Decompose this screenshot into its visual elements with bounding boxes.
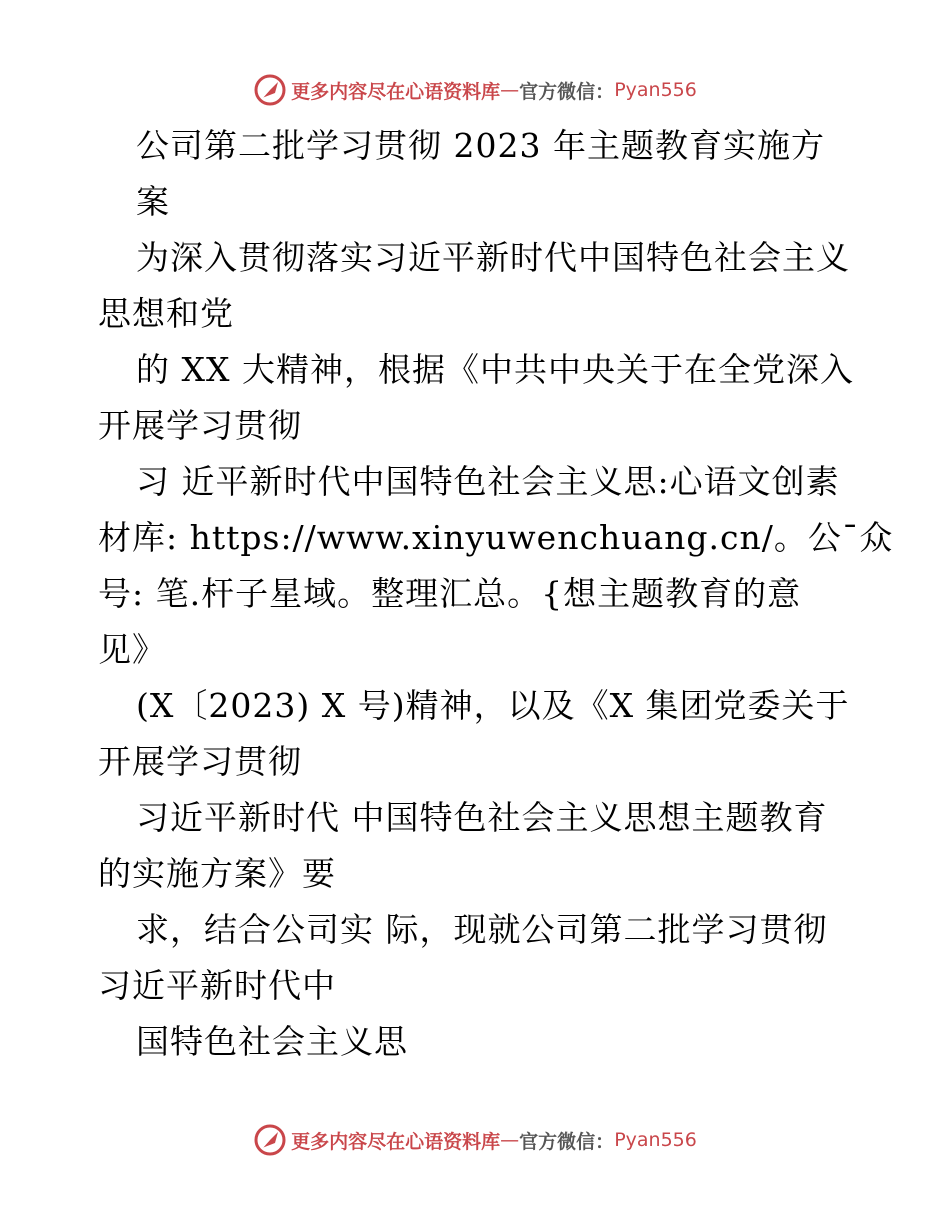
text-line: 为深入贯彻落实习近平新时代中国特色社会主义 [136,238,850,277]
text-line: (X〔2023) X 号)精神，以及《X 集团党委关于 [136,686,850,725]
text-line: 材库: https://www.xinyuwenchuang.cn/。公¯众 [98,518,894,557]
feather-pen-logo-icon [253,1123,287,1157]
banner-wechat-id: Pyan556 [614,79,697,101]
banner-main-text: 更多内容尽在心语资料库 [291,1130,501,1153]
text-line: 的 XX 大精神，根据《中共中央关于在全党深入 [136,350,854,389]
text-line: 习近平新时代中 [98,966,336,1005]
text-line: 的实施方案》要 [98,854,336,893]
feather-pen-logo-icon [253,73,287,107]
banner-dash: — [500,1129,520,1151]
text-line: 开展学习贯彻 [98,742,302,781]
text-line: 习近平新时代 中国特色社会主义思想主题教育 [136,798,828,837]
banner-wechat-label: 官方微信： [519,80,615,103]
banner-main-text: 更多内容尽在心语资料库 [291,80,501,103]
footer-watermark-banner [0,1120,950,1160]
text-line: 国特色社会主义思 [136,1022,408,1061]
document-body [98,118,894,1070]
document-title-line-1: 公司第二批学习贯彻 2023 年主题教育实施方 [136,126,825,165]
text-line: 习 近平新时代中国特色社会主义思:心语文创素 [136,462,840,501]
text-line: 求，结合公司实 际，现就公司第二批学习贯彻 [136,910,828,949]
document-title-line-2: 案 [136,182,170,221]
header-watermark-banner [0,70,950,110]
text-line: 开展学习贯彻 [98,406,302,445]
text-line: 思想和党 [98,294,234,333]
banner-dash: — [500,79,520,101]
banner-wechat-id: Pyan556 [614,1129,697,1151]
text-line: 号: 笔.杆子星域。整理汇总。{想主题教育的意 [98,574,802,613]
text-line: 见》 [98,630,166,669]
banner-wechat-label: 官方微信： [519,1130,615,1153]
